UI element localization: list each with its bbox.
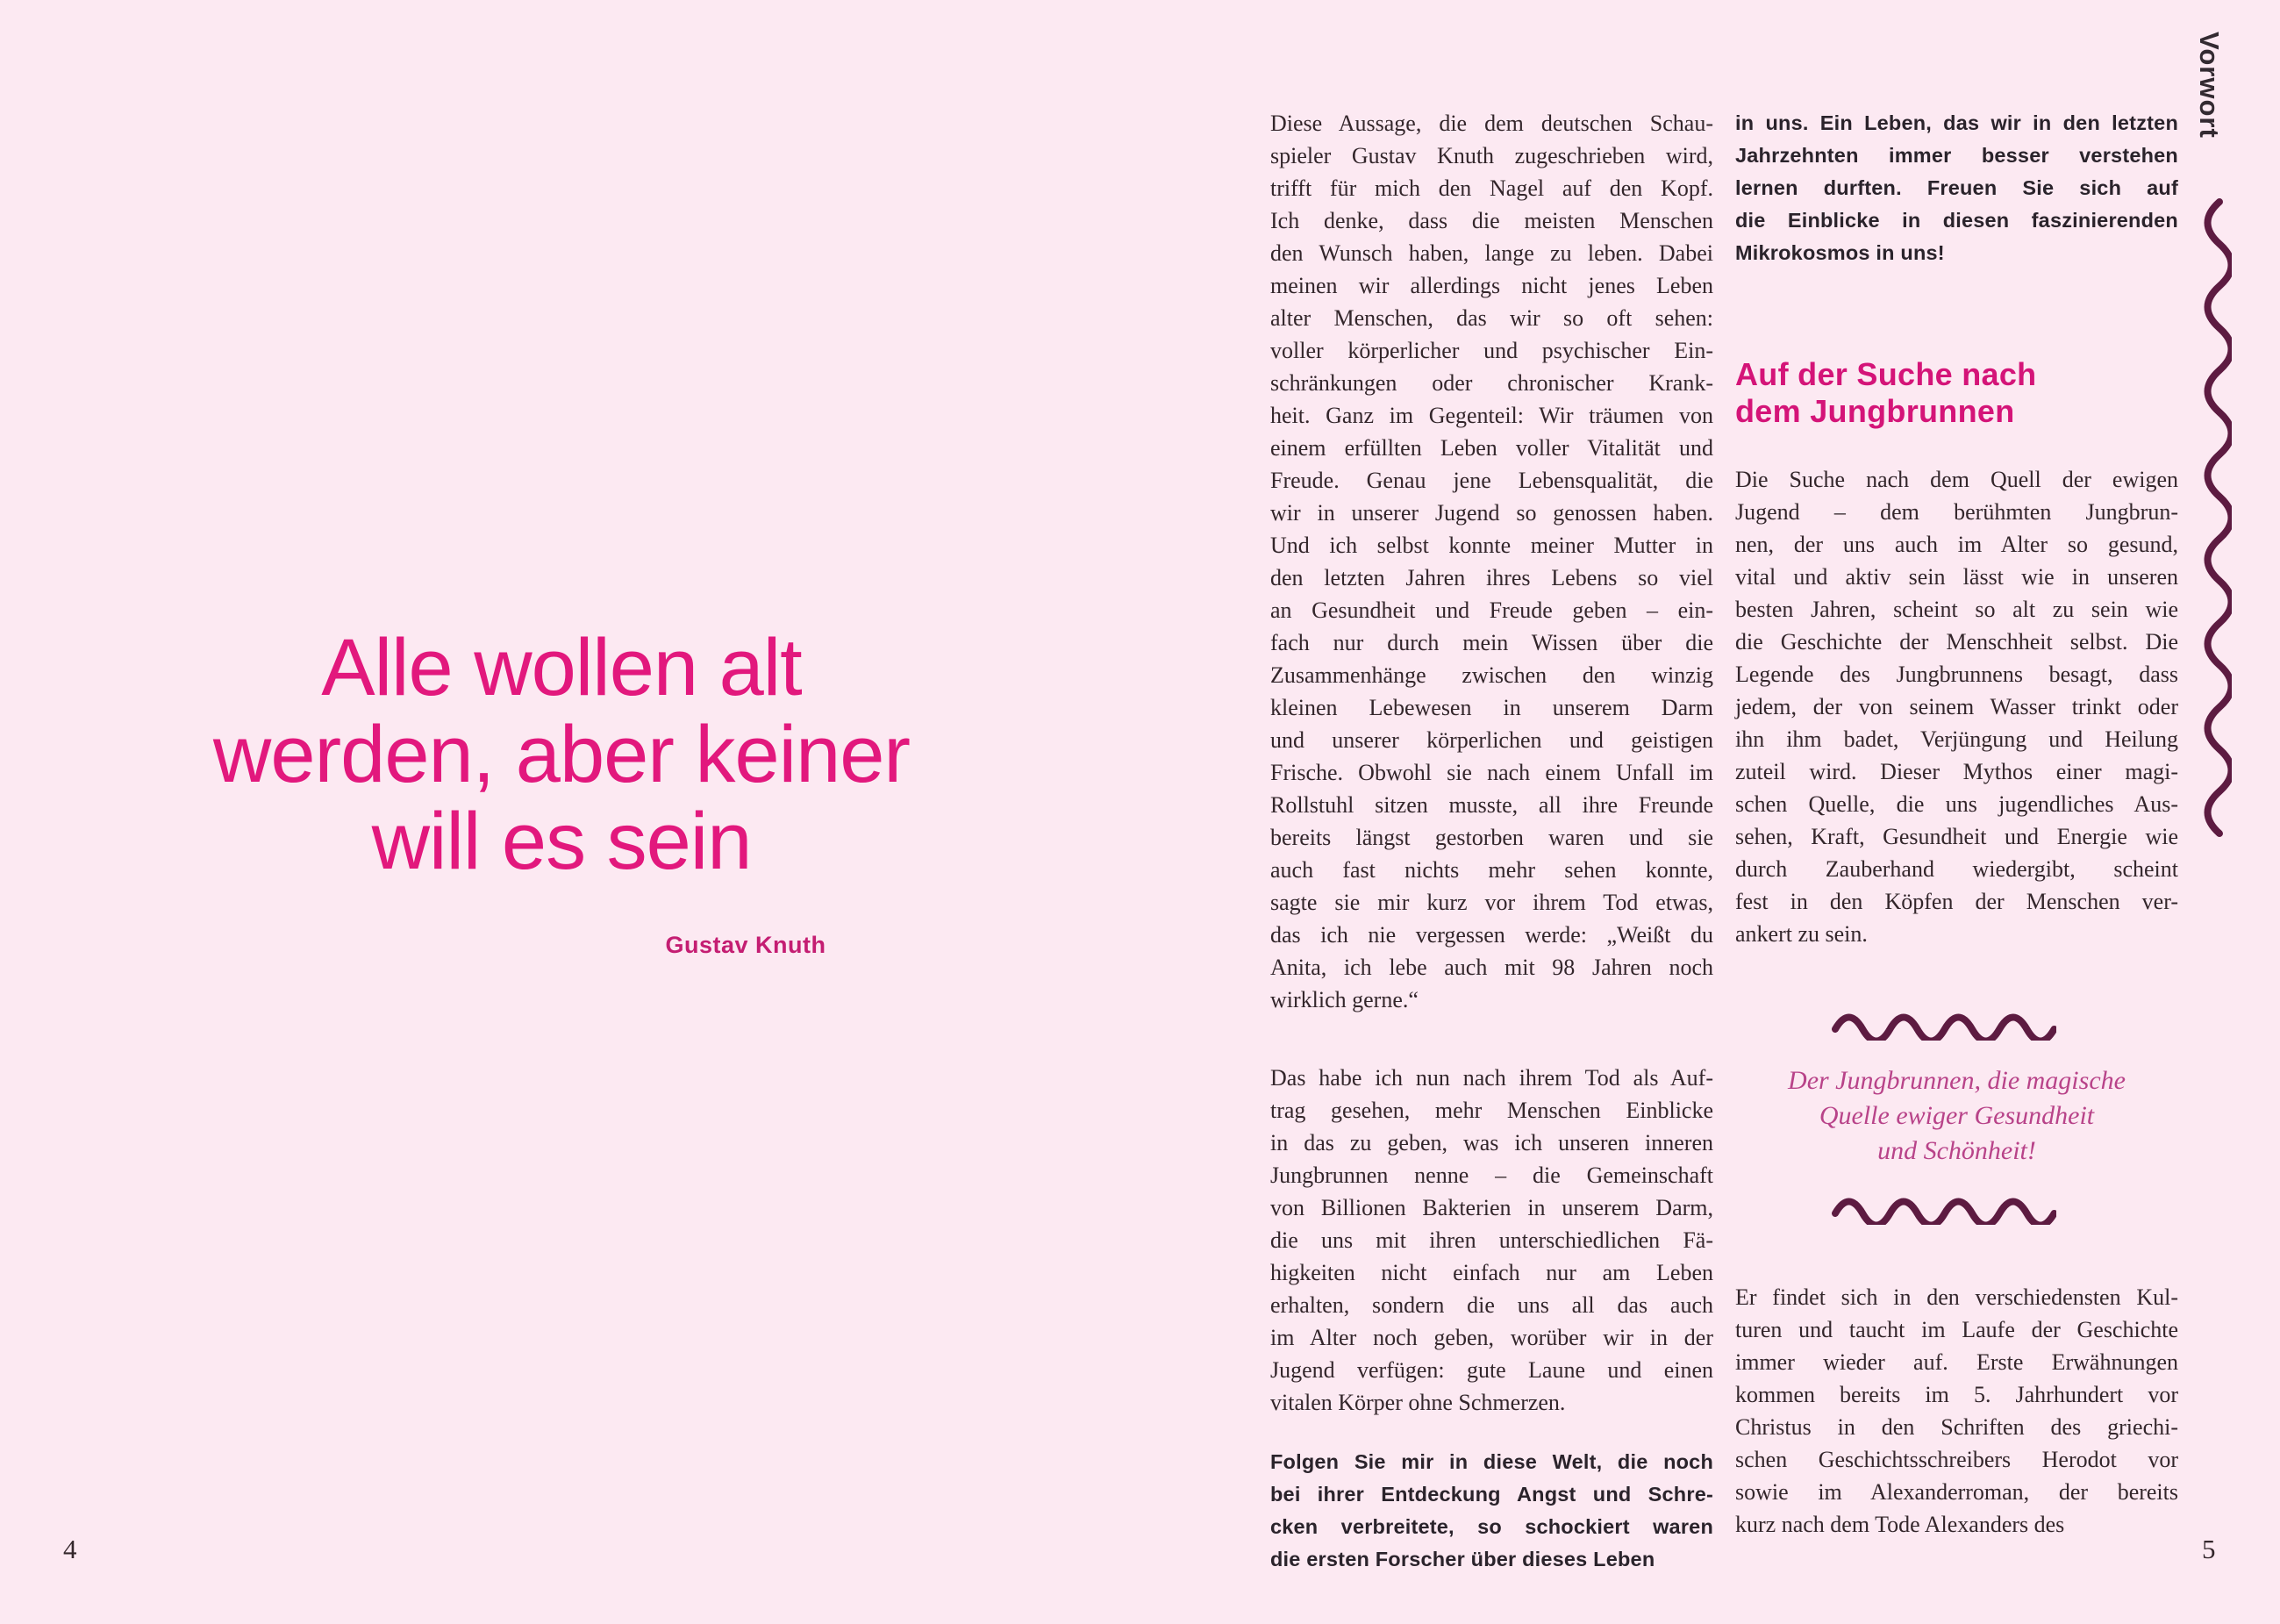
text-line: Rollstuhl sitzen musste, all ihre Freunde <box>1270 792 1713 818</box>
wavy-line-icon <box>1832 1195 2056 1225</box>
text-line: den Wunsch haben, lange zu leben. Dabei <box>1270 240 1713 266</box>
text-line: durch Zauberhand wiedergibt, scheint <box>1735 856 2178 882</box>
text-line: in das zu geben, was ich unseren inneren <box>1270 1130 1713 1155</box>
page-number-left: 4 <box>63 1534 77 1564</box>
text-line: sehen, Kraft, Gesundheit und Energie wie <box>1735 824 2178 849</box>
text-line: kurz nach dem Tode Alexanders des <box>1735 1512 2065 1537</box>
text-line: dem Jungbrunnen <box>1735 393 2015 429</box>
text-line: Quelle ewiger Gesundheit <box>1819 1101 2095 1130</box>
text-line: und unserer körperlichen und geistigen <box>1270 727 1713 753</box>
text-line: Und ich selbst konnte meiner Mutter in <box>1270 533 1713 558</box>
vertical-wavy-line-icon <box>2200 198 2232 858</box>
text-line: will es sein <box>371 797 752 886</box>
text-line: den letzten Jahren ihres Lebens so viel <box>1270 565 1713 590</box>
text-line: Jugend verfügen: gute Laune und einen <box>1270 1357 1713 1383</box>
body-paragraph <box>1270 1062 1713 1419</box>
text-line: alter Menschen, das wir so oft sehen: <box>1270 305 1713 331</box>
text-line: Jungbrunnen nenne – die Gemeinschaft <box>1270 1163 1713 1188</box>
text-line: Ich denke, dass die meisten Menschen <box>1270 208 1713 233</box>
text-line: bereits längst gestorben waren und sie <box>1270 825 1713 850</box>
text-line: trag gesehen, mehr Menschen Einblicke <box>1270 1098 1713 1123</box>
text-line: Folgen Sie mir in diese Welt, die noch <box>1270 1450 1713 1473</box>
text-line: heit. Ganz im Gegenteil: Wir träumen von <box>1270 403 1713 428</box>
text-line: zuteil wird. Dieser Mythos einer magi- <box>1735 759 2178 784</box>
section-heading <box>1735 356 2178 430</box>
text-line: jedem, der von seinem Wasser trinkt oder <box>1735 694 2178 719</box>
text-line: Legende des Jungbrunnens besagt, dass <box>1735 662 2178 687</box>
text-line: einem erfüllten Leben voller Vitalität und <box>1270 435 1713 461</box>
text-line: Alle wollen alt <box>321 623 802 712</box>
text-line: Zusammenhänge zwischen den winzig <box>1270 662 1713 688</box>
text-line: auch fast nichts mehr sehen konnte, <box>1270 857 1713 883</box>
text-line: kommen bereits im 5. Jahrhundert vor <box>1735 1382 2178 1407</box>
text-line: Die Suche nach dem Quell der ewigen <box>1735 467 2178 492</box>
text-line: und Schönheit! <box>1877 1136 2036 1165</box>
text-line: lernen durften. Freuen Sie sich auf <box>1735 176 2178 199</box>
text-line: vitalen Körper ohne Schmerzen. <box>1270 1390 1566 1415</box>
text-line: bei ihrer Entdeckung Angst und Schre- <box>1270 1483 1713 1506</box>
wavy-line-path <box>1835 1018 2055 1041</box>
body-paragraph <box>1735 1281 2178 1541</box>
text-line: vital und aktiv sein lässt wie in unseren <box>1735 564 2178 590</box>
wavy-line-path <box>1835 1202 2055 1226</box>
body-paragraph <box>1735 463 2178 950</box>
text-line: werden, aber keiner <box>212 710 911 799</box>
text-line: ankert zu sein. <box>1735 921 1868 947</box>
text-line: die uns mit ihren unterschiedlichen Fä- <box>1270 1227 1713 1253</box>
text-line: nen, der uns auch im Alter so gesund, <box>1735 532 2178 557</box>
text-line: die ersten Forscher über dieses Leben <box>1270 1548 1655 1570</box>
text-line: in uns. Ein Leben, das wir in den letzten <box>1735 111 2178 134</box>
text-line: trifft für mich den Nagel auf den Kopf. <box>1270 175 1713 201</box>
text-line: Der Jungbrunnen, die magische <box>1788 1066 2126 1095</box>
pull-quote <box>1735 1063 2178 1169</box>
text-line: Diese Aussage, die dem deutschen Schau- <box>1270 111 1713 136</box>
text-line: besten Jahren, scheint so alt zu sein wie <box>1735 597 2178 622</box>
text-line: meinen wir allerdings nicht jenes Leben <box>1270 273 1713 298</box>
body-paragraph <box>1270 107 1713 1016</box>
text-line: sagte sie mir kurz vor ihrem Tod etwas, <box>1270 890 1713 915</box>
text-line: die Geschichte der Menschheit selbst. Die <box>1735 629 2178 655</box>
text-line: kleinen Lebewesen in unserem Darm <box>1270 695 1713 720</box>
text-line: die Einblicke in diesen faszinierenden <box>1735 209 2178 232</box>
chapter-margin-label: Vorwort <box>2194 32 2225 139</box>
text-line: erhalten, sondern die uns all das auch <box>1270 1292 1713 1318</box>
text-line: das ich nie vergessen werde: „Weißt du <box>1270 922 1713 948</box>
text-line: wir in unserer Jugend so genossen haben. <box>1270 500 1713 526</box>
text-line: Er findet sich in den verschiedensten Kul- <box>1735 1284 2178 1310</box>
text-line: schen Quelle, die uns jugendliches Aus- <box>1735 791 2178 817</box>
text-line: Das habe ich nun nach ihrem Tod als Auf- <box>1270 1065 1713 1091</box>
text-line: Freude. Genau jene Lebensqualität, die <box>1270 468 1713 493</box>
text-line: higkeiten nicht einfach nur am Leben <box>1270 1260 1713 1285</box>
text-line: sowie im Alexanderroman, der bereits <box>1735 1479 2178 1505</box>
text-line: ihn ihm badet, Verjüngung und Heilung <box>1735 726 2178 752</box>
text-line: Christus in den Schriften des griechi- <box>1735 1414 2178 1440</box>
text-line: voller körperlicher und psychischer Ein- <box>1270 338 1713 363</box>
bold-lead-paragraph <box>1270 1446 1713 1576</box>
text-line: von Billionen Bakterien in unserem Darm, <box>1270 1195 1713 1220</box>
text-line: immer wieder auf. Erste Erwähnungen <box>1735 1349 2178 1375</box>
text-line: spieler Gustav Knuth zugeschrieben wird, <box>1270 143 1713 168</box>
quote-attribution: Gustav Knuth <box>665 932 826 958</box>
text-line: turen und taucht im Laufe der Geschichte <box>1735 1317 2178 1342</box>
text-line: im Alter noch geben, worüber wir in der <box>1270 1325 1713 1350</box>
vertical-wavy-line-path <box>2208 202 2232 833</box>
text-line: fach nur durch mein Wissen über die <box>1270 630 1713 655</box>
page-number-right: 5 <box>2202 1534 2216 1564</box>
bold-lead-paragraph <box>1735 107 2178 269</box>
wavy-line-icon <box>1832 1011 2056 1041</box>
text-line: fest in den Köpfen der Menschen ver- <box>1735 889 2178 914</box>
text-line: Jahrzehnten immer besser verstehen <box>1735 144 2178 167</box>
text-line: schen Geschichtsschreibers Herodot vor <box>1735 1447 2178 1472</box>
page-title <box>132 625 991 885</box>
text-line: an Gesundheit und Freude geben – ein- <box>1270 597 1713 623</box>
text-line: schränkungen oder chronischer Krank- <box>1270 370 1713 396</box>
text-line: Jugend – dem berühmten Jungbrun- <box>1735 499 2178 525</box>
text-line: Auf der Suche nach <box>1735 356 2037 392</box>
text-line: Anita, ich lebe auch mit 98 Jahren noch <box>1270 955 1713 980</box>
text-line: Frische. Obwohl sie nach einem Unfall im <box>1270 760 1713 785</box>
text-line: wirklich gerne.“ <box>1270 987 1419 1012</box>
text-line: Mikrokosmos in uns! <box>1735 241 1945 264</box>
text-line: cken verbreitete, so schockiert waren <box>1270 1515 1713 1538</box>
